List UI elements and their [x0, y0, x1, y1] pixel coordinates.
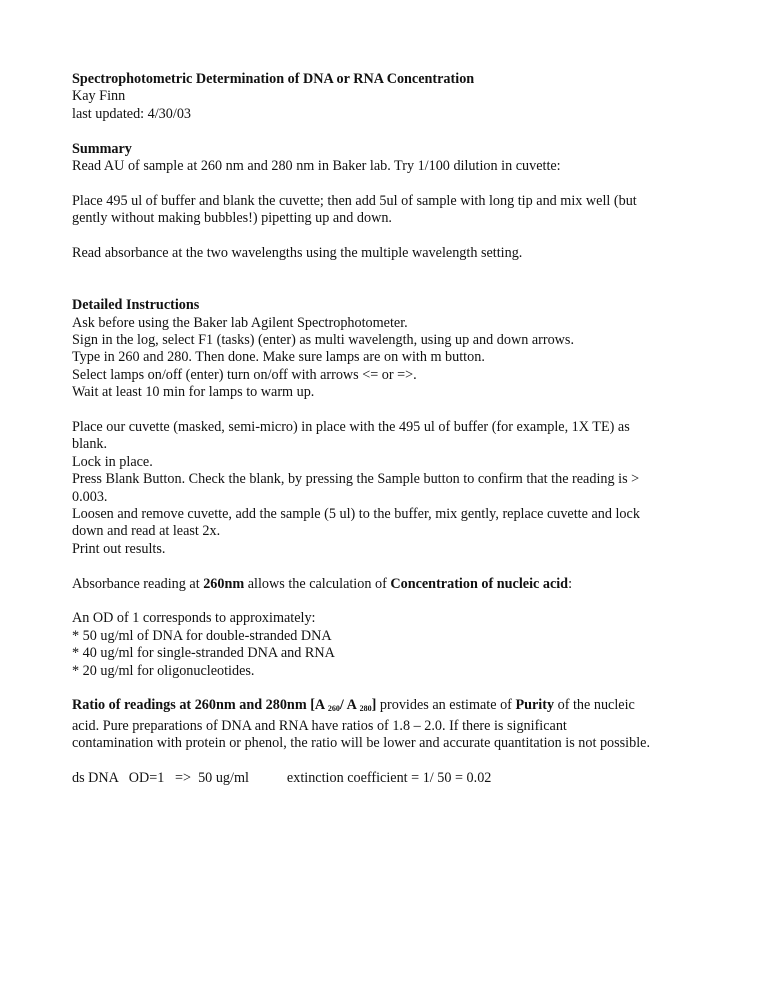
spacer	[72, 402, 702, 419]
spacer	[72, 228, 702, 245]
ratio-line-3: contamination with protein or phenol, the ratio will be lower and accurate quantitation is not possible.	[72, 735, 650, 752]
spacer	[72, 593, 702, 610]
instruction-line: 0.003.	[72, 488, 108, 505]
author: Kay Finn	[72, 88, 126, 105]
instruction-line: blank.	[72, 436, 108, 453]
instruction-line: Print out results.	[72, 540, 166, 557]
summary-paragraph-3: Read absorbance at the two wavelengths using the multiple wavelength setting.	[72, 245, 523, 262]
dsdna-od: ds DNA OD=1 => 50 ug/ml	[72, 770, 249, 787]
spacer	[72, 280, 702, 297]
summary-paragraph-2-line-2: gently without making bubbles!) pipetting up and down.	[72, 210, 392, 227]
ratio-line-1	[72, 697, 702, 717]
detailed-heading: Detailed Instructions	[72, 297, 200, 314]
absorbance-pre: Absorbance reading at	[72, 575, 204, 592]
od-item: * 20 ug/ml for oligonucleotides.	[72, 662, 255, 679]
instruction-line: Select lamps on/off (enter) turn on/off with arrows <= or =>.	[72, 366, 417, 383]
spacer	[72, 753, 702, 770]
instruction-line: Ask before using the Baker lab Agilent Spectrophotometer.	[72, 314, 408, 331]
ratio-rest: of the nucleic	[554, 697, 635, 714]
instruction-line: Loosen and remove cuvette, add the sample (5 ul) to the buffer, mix gently, replace cuvette and lock	[72, 506, 640, 523]
instruction-line: Place our cuvette (masked, semi-micro) in place with the 495 ul of buffer (for example, 1X TE) as	[72, 419, 630, 436]
instruction-line: Sign in the log, select F1 (tasks) (enter) as multi wavelength, using up and down arrows.	[72, 332, 574, 349]
summary-heading: Summary	[72, 140, 132, 157]
instruction-line: down and read at least 2x.	[72, 523, 221, 540]
ratio-heading: Ratio of readings at 260nm and 280nm [A	[72, 697, 328, 714]
absorbance-mid: allows the calculation of	[244, 575, 391, 592]
document-title: Spectrophotometric Determination of DNA or RNA Concentration	[72, 71, 475, 87]
summary-paragraph-1: Read AU of sample at 260 nm and 280 nm in Baker lab. Try 1/100 dilution in cuvette:	[72, 158, 561, 175]
last-updated: last updated: 4/30/03	[72, 105, 192, 122]
od-item: * 50 ug/ml of DNA for double-stranded DNA	[72, 627, 332, 644]
ratio-bracket: ]	[371, 697, 377, 714]
spacer	[72, 262, 702, 279]
spacer	[72, 123, 702, 140]
od-item: * 40 ug/ml for single-stranded DNA and RNA	[72, 645, 335, 662]
document-page	[72, 71, 702, 788]
dsdna-line	[72, 770, 702, 787]
instruction-line: Type in 260 and 280. Then done. Make sure lamps are on with m button.	[72, 349, 485, 366]
ratio-subscript-280: 280	[359, 704, 372, 714]
ratio-purity: Purity	[515, 697, 555, 714]
absorbance-sentence	[72, 576, 702, 593]
instruction-line: Wait at least 10 min for lamps to warm up.	[72, 384, 315, 401]
spacer	[72, 175, 702, 192]
ratio-after: provides an estimate of	[376, 697, 516, 714]
dsdna-extinction: extinction coefficient = 1/ 50 = 0.02	[286, 770, 492, 787]
ratio-line-2: acid. Pure preparations of DNA and RNA have ratios of 1.8 – 2.0. If there is significant	[72, 717, 567, 734]
instruction-line: Press Blank Button. Check the blank, by pressing the Sample button to confirm that the reading is >	[72, 471, 640, 488]
spacer	[72, 680, 702, 697]
ratio-slash: / A	[339, 697, 360, 714]
spacer	[72, 558, 702, 575]
absorbance-post: :	[568, 575, 573, 592]
absorbance-concentration: Concentration of nucleic acid	[390, 575, 569, 592]
instruction-line: Lock in place.	[72, 453, 153, 470]
summary-paragraph-2-line-1: Place 495 ul of buffer and blank the cuvette; then add 5ul of sample with long tip and mix well (but	[72, 192, 637, 209]
ratio-subscript-260: 260	[327, 704, 340, 714]
absorbance-wavelength: 260nm	[203, 575, 245, 592]
od-intro: An OD of 1 corresponds to approximately:	[72, 610, 316, 627]
